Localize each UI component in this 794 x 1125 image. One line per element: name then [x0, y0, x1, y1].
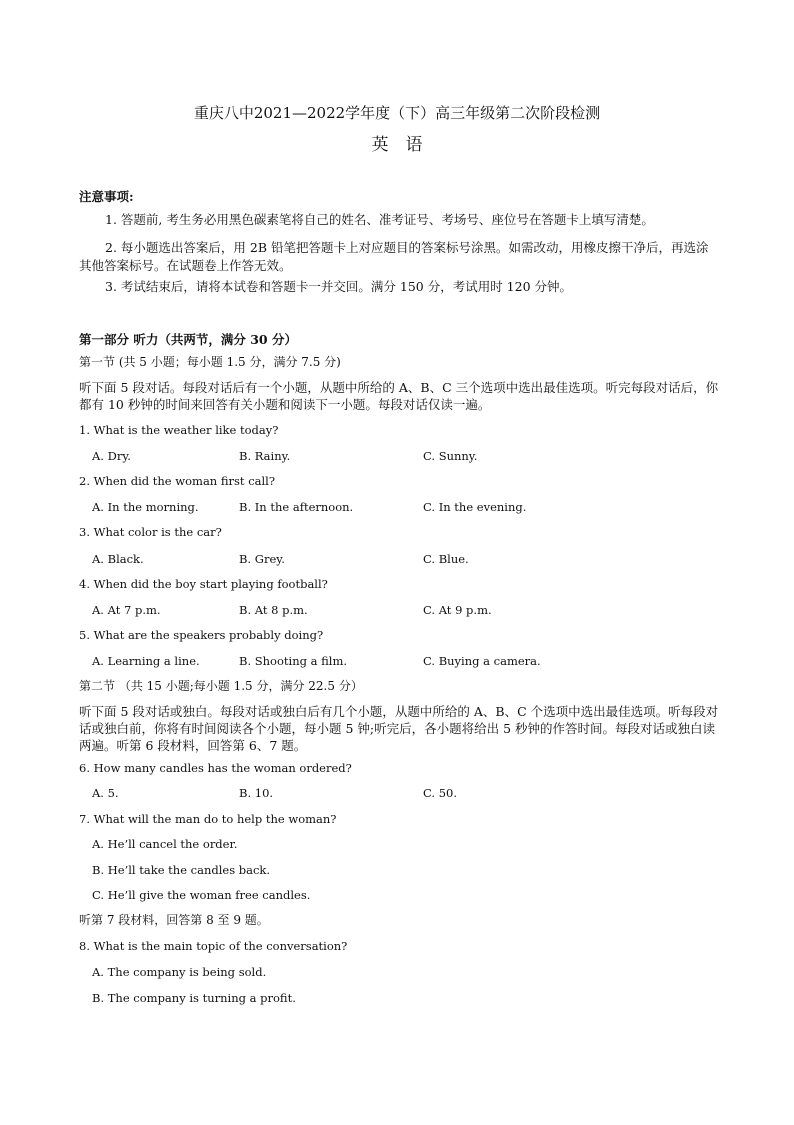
question-3-option-a: A. Black. [92, 552, 144, 566]
section1-instruction: 听下面 5 段对话。每段对话后有一个小题，从题中所给的 A、B、C 三个选项中选出最佳选项。听完每段对话后，你都有 10 秒钟的时间来回答有关小题和阅读下一小题。每段对话仅读一遍。 [79, 380, 719, 412]
question-8-option-b: B. The company is turning a profit. [92, 991, 296, 1005]
question-1-option-c: C. Sunny. [423, 449, 478, 463]
question-7-option-c: C. He’ll give the woman free candles. [92, 888, 311, 902]
section1-heading: 第一节 (共 5 小题；每小题 1.5 分，满分 7.5 分) [79, 355, 341, 369]
question-6-option-b: B. 10. [239, 786, 274, 800]
question-5-option-a: A. Learning a line. [92, 654, 200, 668]
question-5-option-b: B. Shooting a film. [239, 654, 348, 668]
question-5-stem: 5. What are the speakers probably doing? [79, 628, 324, 642]
question-3-option-b: B. Grey. [239, 552, 285, 566]
notice-item-2: 2. 每小题选出答案后，用 2B 铅笔把答题卡上对应题目的答案标号涂黑。如需改动，用橡皮擦干净后，再选涂其他答案标号。在试题卷上作答无效。 [79, 240, 709, 273]
part1-heading: 第一部分 听力（共两节，满分 30 分） [79, 332, 297, 347]
question-7-stem: 7. What will the man do to help the woman? [79, 812, 337, 826]
question-5-option-c: C. Buying a camera. [423, 654, 541, 668]
notice-heading: 注意事项: [79, 189, 134, 204]
question-1-stem: 1. What is the weather like today? [79, 423, 279, 437]
question-2-option-c: C. In the evening. [423, 500, 527, 514]
question-6-option-a: A. 5. [92, 786, 119, 800]
notice-item-1: 1. 答题前, 考生务必用黑色碳素笔将自己的姓名、准考证号、考场号、座位号在答题卡上填写清楚。 [105, 212, 654, 227]
question-4-option-a: A. At 7 p.m. [92, 603, 161, 617]
question-6-option-c: C. 50. [423, 786, 457, 800]
question-4-stem: 4. When did the boy start playing football? [79, 577, 328, 591]
question-1-option-b: B. Rainy. [239, 449, 291, 463]
question-2-stem: 2. When did the woman first call? [79, 474, 276, 488]
material-7-instruction: 听第 7 段材料，回答第 8 至 9 题。 [79, 913, 269, 927]
question-2-option-b: B. In the afternoon. [239, 500, 354, 514]
question-1-option-a: A. Dry. [92, 449, 131, 463]
question-3-stem: 3. What color is the car? [79, 525, 222, 539]
question-7-option-b: B. He’ll take the candles back. [92, 863, 271, 877]
question-3-option-c: C. Blue. [423, 552, 469, 566]
question-8-option-a: A. The company is being sold. [92, 965, 267, 979]
section2-instruction: 听下面 5 段对话或独白。每段对话或独白后有几个小题，从题中所给的 A、B、C 个选项中选出最佳选项。听每段对话或独白前，你将有时间阅读各个小题，每小题 5 钟;听完后，各小题将给出 5 秒钟的作答时间。每段对话或独白读两遍。听第 6 段材料，回答第 6、7 题。 [79, 704, 719, 753]
question-4-option-b: B. At 8 p.m. [239, 603, 308, 617]
subject-title: 英 语 [371, 135, 423, 155]
question-6-stem: 6. How many candles has the woman ordered? [79, 761, 352, 775]
exam-title: 重庆八中2021—2022学年度（下）高三年级第二次阶段检测 [193, 104, 601, 122]
question-2-option-a: A. In the morning. [92, 500, 199, 514]
question-7-option-a: A. He’ll cancel the order. [92, 837, 238, 851]
notice-item-3: 3. 考试结束后，请将本试卷和答题卡一并交回。满分 150 分，考试用时 120 分钟。 [105, 279, 573, 294]
question-8-stem: 8. What is the main topic of the conversation? [79, 939, 348, 953]
question-4-option-c: C. At 9 p.m. [423, 603, 492, 617]
section2-heading: 第二节 （共 15 小题;每小题 1.5 分，满分 22.5 分） [79, 679, 363, 693]
